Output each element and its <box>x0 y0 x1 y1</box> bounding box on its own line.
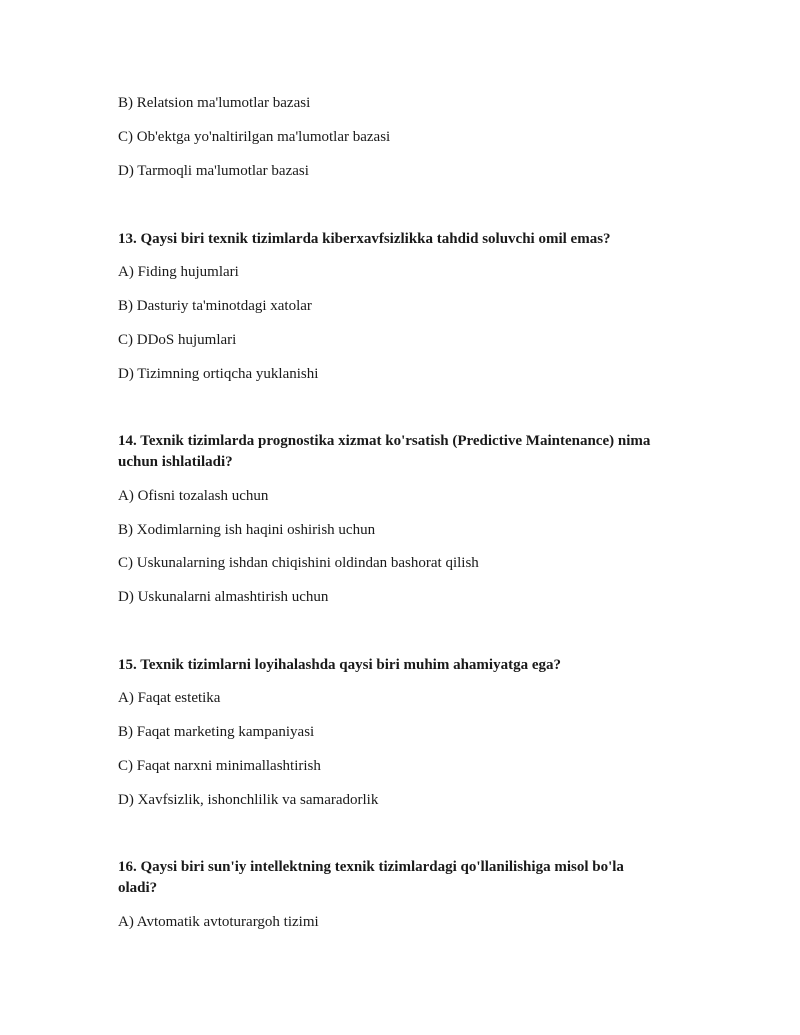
question-15: 15. Texnik tizimlarni loyihalashda qaysi biri muhim ahamiyatga ega? <box>118 657 561 673</box>
question-16: 16. Qaysi biri sun'iy intellektning texnik tizimlardagi qo'llanilishiga misol bo'la oladi? <box>118 859 624 896</box>
option-c: C) Uskunalarning ishdan chiqishini oldindan bashorat qilish <box>118 555 479 571</box>
option-d: D) Xavfsizlik, ishonchlilik va samaradorlik <box>118 792 379 808</box>
option-a: A) Ofisni tozalash uchun <box>118 488 269 504</box>
question-14: 14. Texnik tizimlarda prognostika xizmat ko'rsatish (Predictive Maintenance) nima uchun ishlatiladi? <box>118 433 651 470</box>
option-d: D) Tizimning ortiqcha yuklanishi <box>118 366 319 382</box>
option-a: A) Avtomatik avtoturargoh tizimi <box>118 914 319 930</box>
option-b: B) Relatsion ma'lumotlar bazasi <box>118 95 311 111</box>
option-b: B) Xodimlarning ish haqini oshirish uchun <box>118 522 376 538</box>
option-c: C) DDoS hujumlari <box>118 332 237 348</box>
option-b: B) Faqat marketing kampaniyasi <box>118 724 315 740</box>
option-d: D) Tarmoqli ma'lumotlar bazasi <box>118 163 309 179</box>
option-b: B) Dasturiy ta'minotdagi xatolar <box>118 298 312 314</box>
option-c: C) Faqat narxni minimallashtirish <box>118 758 321 774</box>
option-c: C) Ob'ektga yo'naltirilgan ma'lumotlar bazasi <box>118 129 391 145</box>
question-13: 13. Qaysi biri texnik tizimlarda kiberxavfsizlikka tahdid soluvchi omil emas? <box>118 231 611 247</box>
option-a: A) Fiding hujumlari <box>118 264 239 280</box>
option-a: A) Faqat estetika <box>118 690 221 706</box>
option-d: D) Uskunalarni almashtirish uchun <box>118 589 329 605</box>
